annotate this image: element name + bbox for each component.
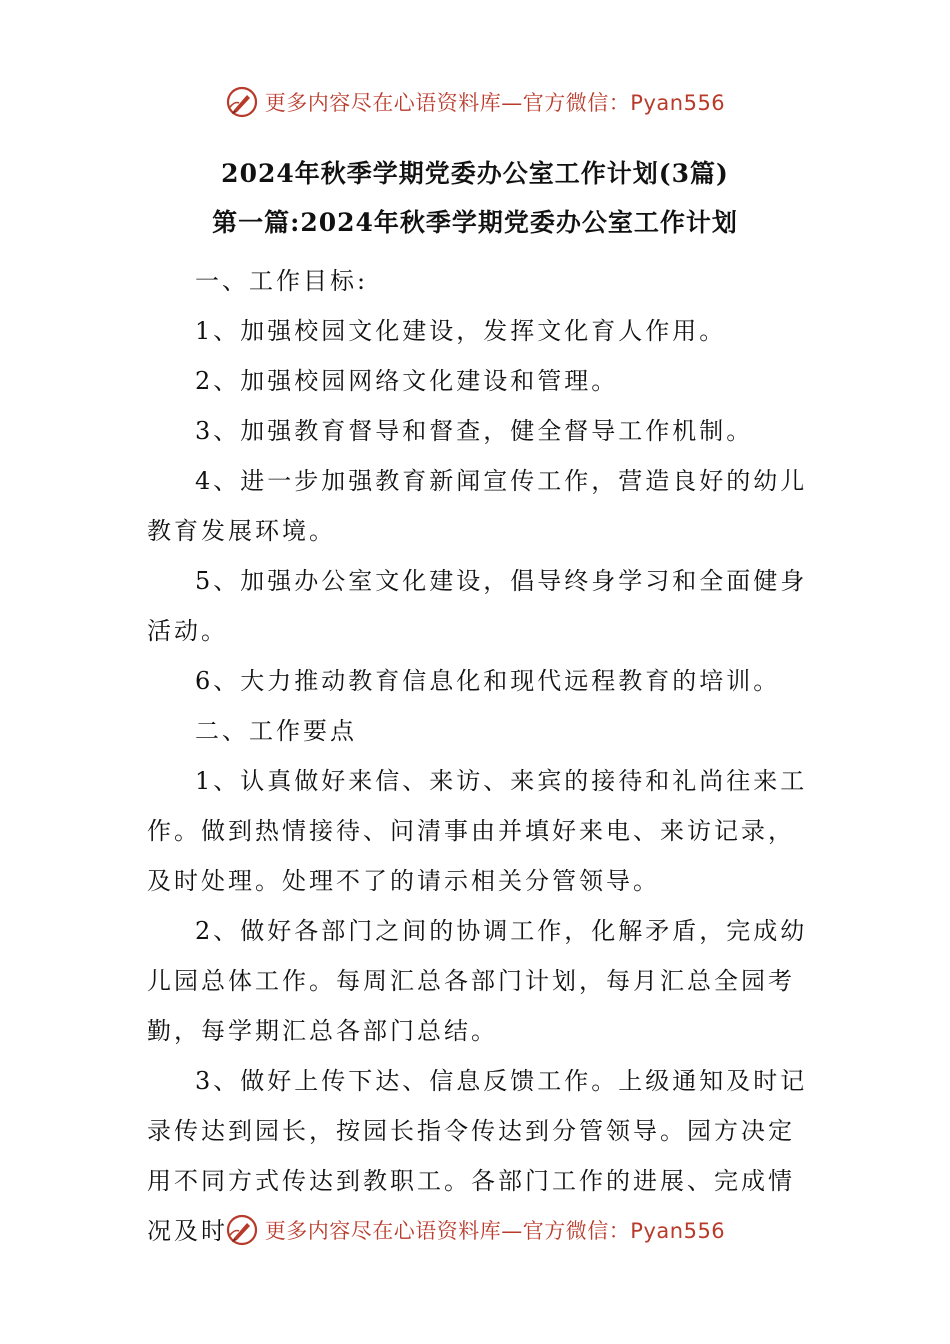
watermark-banner-top [0, 80, 950, 124]
watermark-text: 更多内容尽在心语资料库—官方微信：Pyan556 [264, 1219, 726, 1243]
pen-circle-logo-icon [225, 85, 259, 119]
paragraph-goal-4: 4、进一步加强教育新闻宣传工作，营造良好的幼儿教育发展环境。 [147, 467, 808, 545]
watermark-text: 更多内容尽在心语资料库—官方微信：Pyan556 [264, 91, 726, 115]
document-subtitle: 第一篇:2024年秋季学期党委办公室工作计划 [212, 208, 738, 237]
pen-circle-logo-icon [225, 1213, 259, 1247]
paragraph-point-1: 1、认真做好来信、来访、来宾的接待和礼尚往来工作。做到热情接待、问清事由并填好来电、来访记录，及时处理。处理不了的请示相关分管领导。 [147, 767, 808, 895]
paragraph-goal-1: 1、加强校园文化建设，发挥文化育人作用。 [195, 317, 727, 345]
paragraph-goal-6: 6、大力推动教育信息化和现代远程教育的培训。 [195, 667, 781, 695]
section-heading-key-points: 二、工作要点 [195, 717, 357, 745]
paragraph-goal-5: 5、加强办公室文化建设，倡导终身学习和全面健身活动。 [147, 567, 808, 645]
paragraph-goal-2: 2、加强校园网络文化建设和管理。 [195, 367, 619, 395]
section-heading-goals: 一、工作目标: [195, 267, 369, 295]
paragraph-goal-3: 3、加强教育督导和督查，健全督导工作机制。 [195, 417, 754, 445]
document-title: 2024年秋季学期党委办公室工作计划(3篇) [221, 159, 729, 188]
paragraph-point-3: 3、做好上传下达、信息反馈工作。上级通知及时记录传达到园长，按园长指令传达到分管领导。园方决定用不同方式传达到教职工。各部门工作的进展、完成情况及时 [147, 1067, 808, 1245]
paragraph-point-2: 2、做好各部门之间的协调工作，化解矛盾，完成幼儿园总体工作。每周汇总各部门计划，每月汇总全园考勤，每学期汇总各部门总结。 [147, 917, 808, 1045]
watermark-banner-bottom [0, 1208, 950, 1252]
